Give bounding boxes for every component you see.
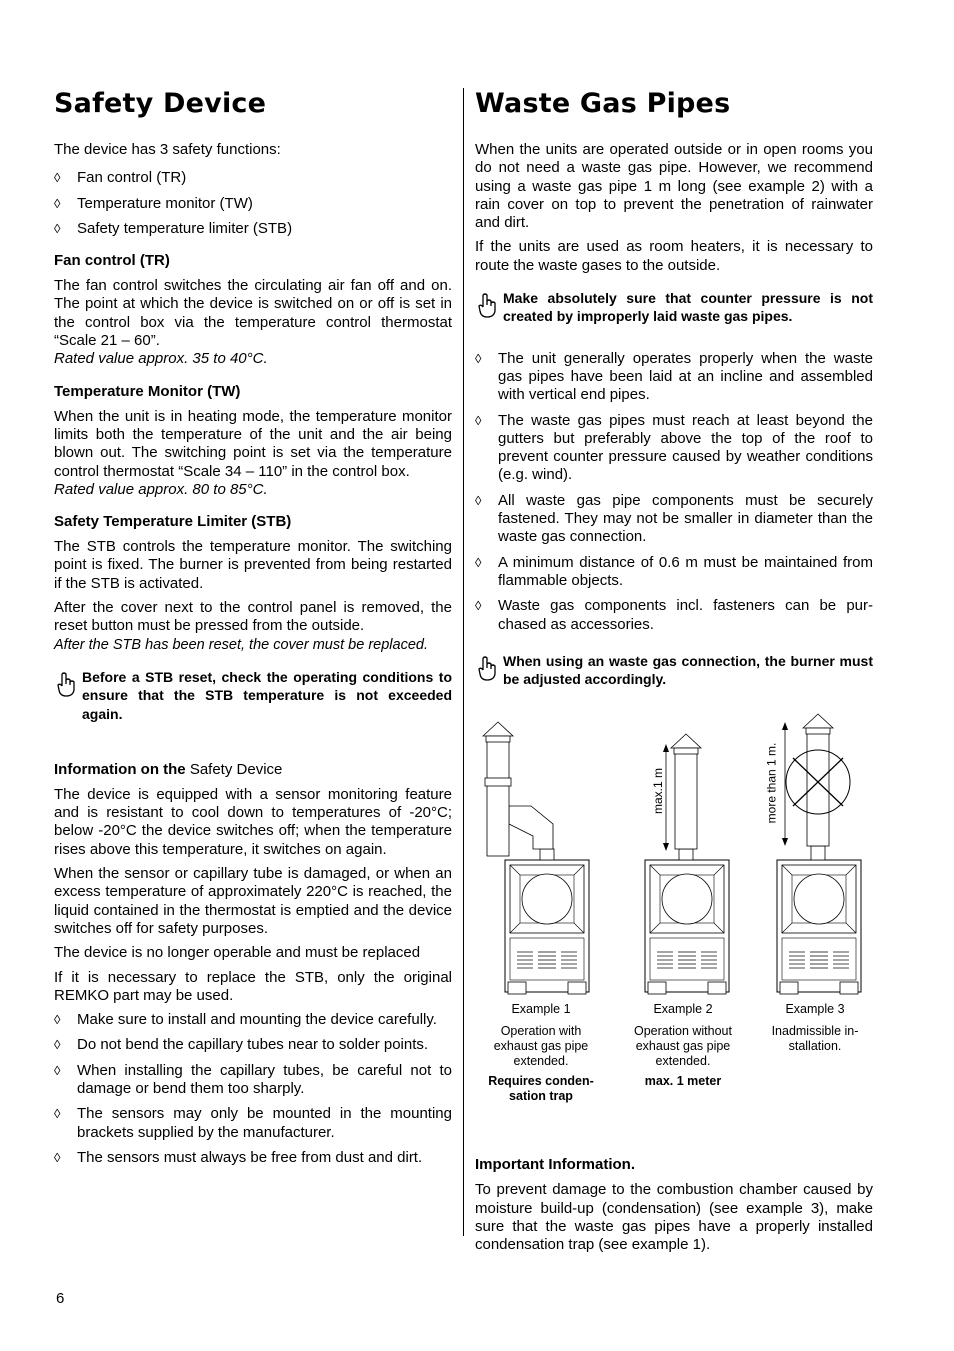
waste-gas-text-1: When the units are operated outside or in open rooms you do not need a waste gas pipe. However, we recommend using a waste gas pipe 1 m long (see example 2) with a rain cover on top to prevent the penetration of rainwater and dirt.: [475, 141, 873, 232]
info-text-4: If it is necessary to replace the STB, only the original REMKO part may be used.: [54, 968, 452, 1004]
example-3-caption: Example 3 Inadmissible installation.: [771, 1002, 859, 1054]
waste-gas-pipes-title: Waste Gas Pipes: [475, 88, 731, 119]
list-item: ◊ The sensors may only be mounted in the mounting brackets supplied by the manufacturer.: [54, 1105, 452, 1141]
stb-heading: Safety Temperature Limiter (STB): [54, 513, 292, 531]
example-1-caption: Example 1 Operation with exhaust gas pipe extended. Requires condensation trap: [488, 1002, 594, 1104]
info-text-1: The device is equipped with a sensor monitoring feature and is resistant to cool down to temperatures of -20°C; below -20°C the device switches off; when the temperature rises above this temperature, it switches on again.: [54, 785, 452, 858]
diamond-bullet-icon: ◊: [54, 170, 61, 186]
pointing-hand-icon: [477, 293, 497, 323]
list-item: ◊ When installing the capillary tubes, be careful not to damage or bend them too sharply.: [54, 1061, 452, 1097]
heater-illustrations: [475, 706, 873, 996]
intro-text: The device has 3 safety functions:: [54, 141, 281, 158]
diamond-bullet-icon: ◊: [475, 492, 482, 508]
info-heading: Information on the Safety Device: [54, 760, 283, 778]
safety-device-title: Safety Device: [54, 88, 267, 119]
waste-gas-bullets: [475, 350, 873, 634]
left-column: [54, 88, 452, 1174]
stb-reset-note: Before a STB reset, check the operating conditions to ensure that the STB temperature is not exceeded again.: [54, 668, 452, 723]
list-item: ◊ The unit generally operates properly when the waste gas pipes have been laid at an incline and assembled with vertical end pipes.: [475, 349, 873, 404]
temperature-monitor-heading: Temperature Monitor (TW): [54, 382, 241, 400]
list-item: ◊ The sensors must always be free from dust and dirt.: [54, 1148, 423, 1166]
example-2-caption: Example 2 Operation without exhaust gas pipe extended. max. 1 meter: [634, 1002, 732, 1089]
important-info-heading: Important Information.: [475, 1156, 635, 1174]
diamond-bullet-icon: ◊: [54, 1106, 61, 1122]
diamond-bullet-icon: ◊: [54, 195, 61, 211]
info-bullets: [54, 1011, 452, 1167]
diamond-bullet-icon: ◊: [475, 598, 482, 614]
list-item: ◊ All waste gas pipe components must be securely fastened. They may not be smaller in diameter than the waste gas connection.: [475, 491, 873, 546]
column-divider: [463, 88, 464, 1236]
info-text-3: The device is no longer operable and must be replaced: [54, 944, 421, 962]
diamond-bullet-icon: ◊: [54, 1062, 61, 1078]
diamond-bullet-icon: ◊: [475, 554, 482, 570]
important-info-text: To prevent damage to the combustion chamber caused by moisture build-up (condensation) (see example 3), make sure that the waste gas pipes have a properly installed condensation trap (see example 1).: [475, 1181, 873, 1254]
diamond-bullet-icon: ◊: [475, 412, 482, 428]
diamond-bullet-icon: ◊: [54, 220, 61, 236]
list-item: ◊ Fan control (TR): [54, 169, 187, 187]
list-item: ◊ Waste gas components incl. fasteners can be purchased as accessories.: [475, 597, 873, 633]
stb-text-2: After the cover next to the control panel is removed, the reset button must be pressed from the outside. After the STB has been reset, the cover must be replaced.: [54, 599, 452, 653]
list-item: ◊ A minimum distance of 0.6 m must be maintained from flammable objects.: [475, 553, 873, 589]
info-text-2: When the sensor or capillary tube is damaged, or when an excess temperature of approximately 220°C is reached, the liquid contained in the thermostat is emptied and the device switches off for safety purposes.: [54, 865, 452, 937]
list-item: ◊ Safety temperature limiter (STB): [54, 219, 293, 237]
pointing-hand-icon: [56, 672, 76, 702]
burner-adjust-note: When using an waste gas connection, the burner must be adjusted accordingly.: [475, 652, 873, 689]
waste-gas-examples-figure: [475, 706, 873, 1126]
fan-control-heading: Fan control (TR): [54, 252, 170, 270]
temperature-monitor-text: When the unit is in heating mode, the temperature monitor limits both the temperature of the unit and the air being blown out. The switching point is set via the temperature control thermostat “Scale 34 – 110” in the control box. Rated value approx. 80 to 85°C.: [54, 407, 452, 498]
right-column: [475, 88, 873, 1261]
safety-functions-list: [54, 169, 452, 238]
list-item: ◊ The waste gas pipes must reach at least beyond the gutters but preferably above the top of the roof to prevent counter pressure caused by weather conditions (e.g. wind).: [475, 411, 873, 484]
list-item: ◊ Temperature monitor (TW): [54, 194, 253, 212]
diamond-bullet-icon: ◊: [54, 1037, 61, 1053]
waste-gas-text-2: If the units are used as room heaters, it is necessary to route the waste gases to the outside.: [475, 238, 873, 274]
list-item: ◊ Make sure to install and mounting the device carefully.: [54, 1011, 437, 1029]
page-number: 6: [56, 1290, 65, 1307]
diamond-bullet-icon: ◊: [475, 350, 482, 366]
fan-control-text: The fan control switches the circulating air fan off and on. The point at which the device is switched on or off is set in the control box via the temperature control thermostat “Scale 21 – 60”. Rated value approx. 35 to 40°C.: [54, 277, 452, 368]
counter-pressure-note: Make absolutely sure that counter pressure is not created by improperly laid waste gas pipes.: [475, 289, 873, 326]
diamond-bullet-icon: ◊: [54, 1149, 61, 1165]
more-than-1m-label: more than 1 m.: [764, 743, 779, 824]
stb-text-1: The STB controls the temperature monitor. The switching point is fixed. The burner is prevented from being restarted if the STB is activated.: [54, 538, 452, 592]
list-item: ◊ Do not bend the capillary tubes near to solder points.: [54, 1036, 429, 1054]
max-1m-label: max.1 m: [651, 768, 666, 815]
diamond-bullet-icon: ◊: [54, 1012, 61, 1028]
pointing-hand-icon: [477, 656, 497, 686]
